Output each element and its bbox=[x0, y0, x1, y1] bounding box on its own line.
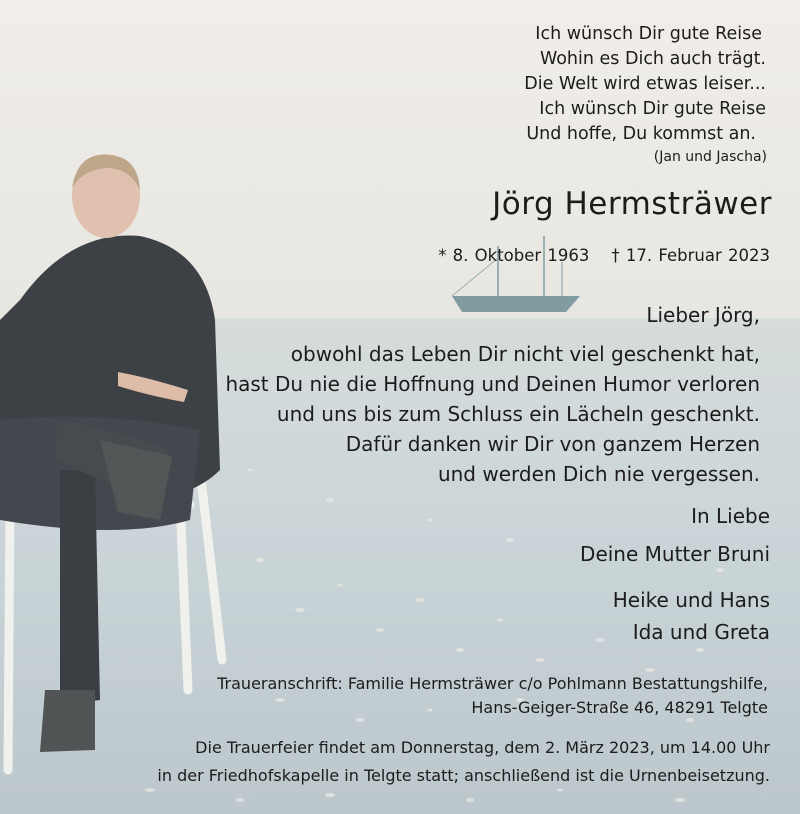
poem-line: Und hoffe, Du kommst an. bbox=[526, 124, 756, 144]
poem-line: Wohin es Dich auch trägt. bbox=[539, 49, 766, 69]
message-line: und werden Dich nie vergessen. bbox=[437, 462, 760, 486]
message bbox=[225, 339, 760, 489]
life-dates bbox=[438, 246, 770, 265]
signer-family bbox=[613, 584, 770, 648]
ceremony-line: in der Friedhofskapelle in Telgte statt; anschließend ist die Urnenbeisetzung. bbox=[157, 766, 770, 785]
poem-line: Ich wünsch Dir gute Reise bbox=[535, 24, 762, 44]
message-line: hast Du nie die Hoffnung und Deinen Humor verloren bbox=[225, 372, 760, 396]
birth-date: * 8. Oktober 1963 bbox=[438, 246, 590, 265]
family-line: Heike und Hans bbox=[612, 588, 770, 612]
message-line: Dafür danken wir Dir von ganzem Herzen bbox=[345, 432, 760, 456]
message-line: obwohl das Leben Dir nicht viel geschenkt hat, bbox=[290, 342, 760, 366]
message-line: und uns bis zum Schluss ein Lächeln geschenkt. bbox=[276, 402, 760, 426]
poem-line: Die Welt wird etwas leiser... bbox=[524, 74, 766, 94]
poem-line: Ich wünsch Dir gute Reise bbox=[539, 99, 766, 119]
ceremony-info bbox=[157, 734, 770, 790]
poem bbox=[524, 22, 766, 147]
family-line: Ida und Greta bbox=[632, 620, 770, 644]
signer-mother: Deine Mutter Bruni bbox=[580, 542, 770, 566]
mourning-address bbox=[217, 672, 768, 720]
ceremony-line: Die Trauerfeier findet am Donnerstag, dem 2. März 2023, um 14.00 Uhr bbox=[195, 738, 770, 757]
poem-credit: (Jan und Jascha) bbox=[653, 149, 767, 165]
address-line: Traueranschrift: Familie Hermsträwer c/o Pohlmann Bestattungshilfe, bbox=[217, 674, 768, 693]
salutation: Lieber Jörg, bbox=[646, 303, 760, 327]
deceased-name: Jörg Hermsträwer bbox=[492, 186, 772, 222]
death-date: † 17. Februar 2023 bbox=[611, 246, 770, 265]
address-line: Hans-Geiger-Straße 46, 48291 Telgte bbox=[471, 698, 768, 717]
closing: In Liebe bbox=[691, 504, 770, 528]
